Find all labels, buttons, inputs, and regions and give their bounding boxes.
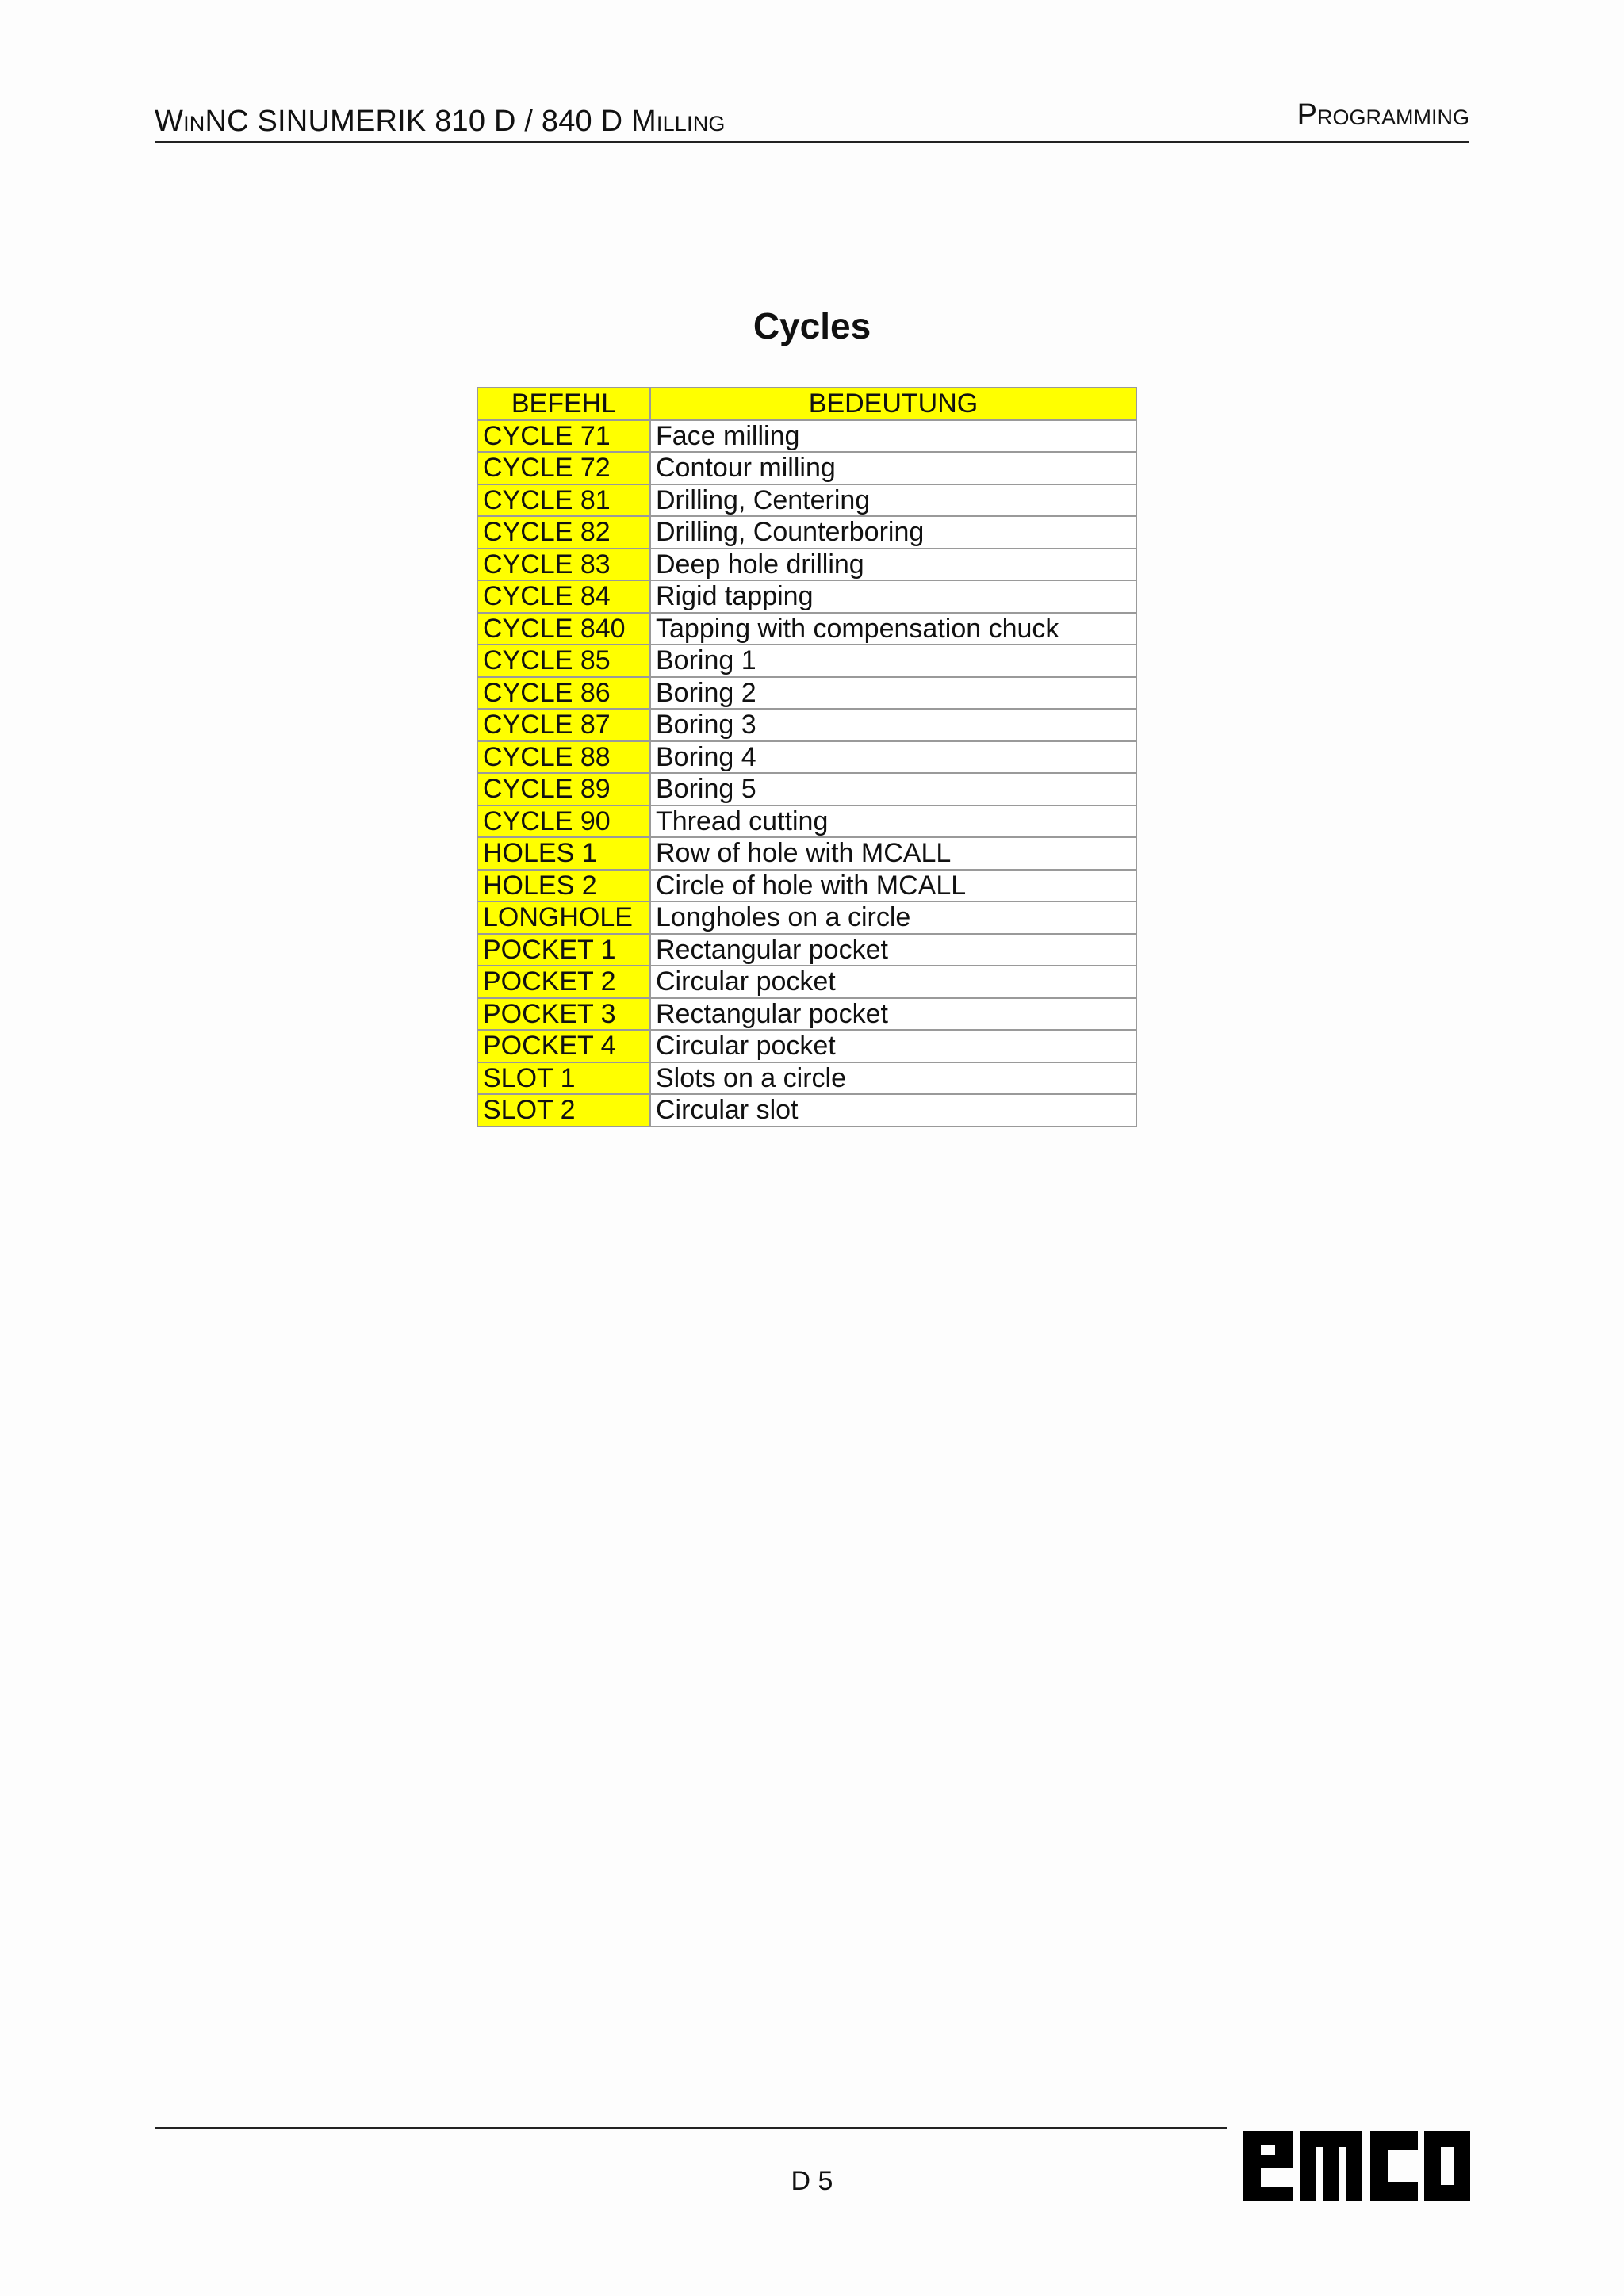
cycle-description-cell: Thread cutting (650, 806, 1136, 838)
cycle-description-cell: Boring 5 (650, 773, 1136, 806)
cycle-description-cell: Contour milling (650, 452, 1136, 484)
cycle-code-cell: SLOT 2 (477, 1094, 650, 1127)
table-row (477, 1030, 1136, 1062)
cycle-description-cell: Circular pocket (650, 966, 1136, 998)
cycle-code-cell: POCKET 2 (477, 966, 650, 998)
table-body (477, 420, 1136, 1127)
cycle-code-cell: CYCLE 84 (477, 580, 650, 613)
cycle-description-cell: Boring 2 (650, 677, 1136, 710)
cycle-code-cell: CYCLE 71 (477, 420, 650, 453)
table-row (477, 549, 1136, 581)
cycle-code-cell: CYCLE 840 (477, 613, 650, 645)
document-header-title: WinNC SINUMERIK 810 D / 840 D Milling (155, 105, 726, 138)
table-row (477, 709, 1136, 741)
table-row (477, 1094, 1136, 1127)
cycle-code-cell: CYCLE 81 (477, 484, 650, 517)
cycle-description-cell: Slots on a circle (650, 1062, 1136, 1095)
table-row (477, 998, 1136, 1031)
cycle-description-cell: Drilling, Counterboring (650, 516, 1136, 549)
table-row (477, 516, 1136, 549)
cycle-description-cell: Row of hole with MCALL (650, 837, 1136, 870)
table-row (477, 1062, 1136, 1095)
cycle-code-cell: CYCLE 83 (477, 549, 650, 581)
header-divider (155, 141, 1469, 143)
emco-logo (1243, 2126, 1470, 2206)
cycle-code-cell: CYCLE 88 (477, 741, 650, 774)
cycle-code-cell: SLOT 1 (477, 1062, 650, 1095)
cycle-code-cell: CYCLE 90 (477, 806, 650, 838)
table-row (477, 806, 1136, 838)
table-row (477, 677, 1136, 710)
table-row (477, 741, 1136, 774)
page-number: D 5 (791, 2166, 833, 2196)
document-header-section: Programming (1297, 98, 1469, 132)
table-row (477, 870, 1136, 902)
table-row (477, 934, 1136, 966)
cycle-description-cell: Boring 4 (650, 741, 1136, 774)
cycle-description-cell: Deep hole drilling (650, 549, 1136, 581)
column-header-bedeutung: BEDEUTUNG (650, 388, 1136, 420)
cycle-code-cell: CYCLE 72 (477, 452, 650, 484)
cycle-code-cell: LONGHOLE (477, 901, 650, 934)
table-row (477, 773, 1136, 806)
table-row (477, 901, 1136, 934)
cycles-table (477, 387, 1137, 1127)
cycle-description-cell: Face milling (650, 420, 1136, 453)
cycle-description-cell: Circle of hole with MCALL (650, 870, 1136, 902)
cycle-description-cell: Drilling, Centering (650, 484, 1136, 517)
column-header-befehl: BEFEHL (477, 388, 650, 420)
cycle-description-cell: Boring 3 (650, 709, 1136, 741)
cycle-description-cell: Longholes on a circle (650, 901, 1136, 934)
cycle-description-cell: Rectangular pocket (650, 934, 1136, 966)
cycle-code-cell: POCKET 4 (477, 1030, 650, 1062)
table-row (477, 420, 1136, 453)
cycle-code-cell: HOLES 1 (477, 837, 650, 870)
page-title: Cycles (753, 305, 871, 346)
cycle-code-cell: POCKET 1 (477, 934, 650, 966)
table-row (477, 580, 1136, 613)
table-row (477, 613, 1136, 645)
table-row (477, 484, 1136, 517)
cycle-description-cell: Boring 1 (650, 645, 1136, 677)
cycle-code-cell: POCKET 3 (477, 998, 650, 1031)
cycle-description-cell: Rectangular pocket (650, 998, 1136, 1031)
table-row (477, 452, 1136, 484)
cycle-code-cell: CYCLE 82 (477, 516, 650, 549)
cycle-description-cell: Circular pocket (650, 1030, 1136, 1062)
cycle-code-cell: CYCLE 86 (477, 677, 650, 710)
table-header-row (477, 388, 1136, 420)
cycle-code-cell: CYCLE 87 (477, 709, 650, 741)
cycle-description-cell: Circular slot (650, 1094, 1136, 1127)
table-row (477, 837, 1136, 870)
cycle-code-cell: CYCLE 89 (477, 773, 650, 806)
cycle-code-cell: HOLES 2 (477, 870, 650, 902)
table-row (477, 645, 1136, 677)
cycle-code-cell: CYCLE 85 (477, 645, 650, 677)
footer-divider (155, 2127, 1227, 2129)
cycle-description-cell: Rigid tapping (650, 580, 1136, 613)
cycle-description-cell: Tapping with compensation chuck (650, 613, 1136, 645)
table-row (477, 966, 1136, 998)
